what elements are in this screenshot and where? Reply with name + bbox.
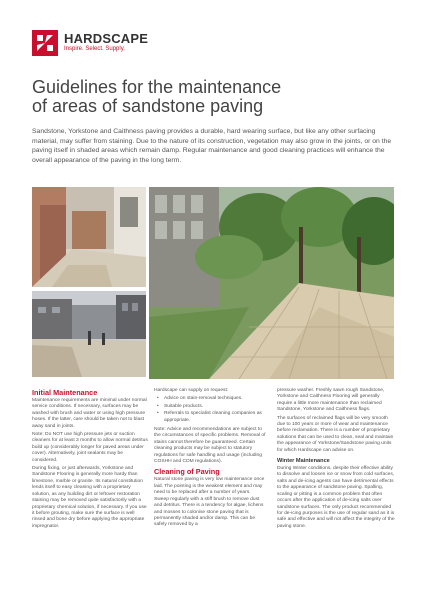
cleaning-continued-paragraph: pressure washer. Freshly sawn rough Sandstone, Yorkstone and Caithness Flooring will generally require a little more maintenance than reclaimed Sandstone, Yorkstone and Caithness flags. bbox=[277, 388, 385, 413]
heading-initial-maintenance: Initial Maintenance bbox=[32, 388, 98, 397]
reclaimed-flags-paragraph: The surfaces of reclaimed flags will be very smooth due to 100 years or more of wear and maintenance before reclamation. There is a number of proprietary solutions that can be used to clean, seal and maintain the appearance of Yorkstone/Sandstone paving units for which Hardscape can advise on. bbox=[277, 415, 394, 453]
initial-paragraph-3: During fixing, or just afterwards, Yorkstone and Sandstone Flooring is generally more hardy than limestone, marble or granite. Its natural constitution lends itself to easy cleaning with a proprietary solution, as any building dirt or leftover restoration staining may be removed quite satisfactorily with a proprietary chemical solution, if necessary. If you use it before grouting, make sure the surface is well rinsed and bone dry before applying the appropriate impregnator. bbox=[32, 466, 147, 529]
heading-cleaning-of-paving: Cleaning of Paving bbox=[154, 467, 220, 477]
supply-intro: Hardscape can supply on request: bbox=[154, 388, 229, 393]
column-2 bbox=[154, 388, 266, 531]
intro-paragraph: Sandstone, Yorkstone and Caithness paving provides a durable, hard wearing surface, but like any other surfacing material, may suffer from staining. Due to the nature of its construction, vegetation may also grow in the joints, or on the paving itself in shaded areas which remain damp. Regular maintenance and good cleaning practices will enhance the overall appearance of the paving in the long term. bbox=[32, 128, 392, 164]
list-item: • Referrals to specialist cleaning companies as appropriate. bbox=[154, 411, 266, 424]
supply-list bbox=[154, 396, 266, 424]
brand-header bbox=[32, 30, 232, 58]
photo-urban-plaza bbox=[32, 291, 146, 377]
page-title bbox=[32, 78, 392, 116]
hardscape-logo-icon bbox=[32, 30, 58, 56]
list-item: • Advice on stain-removal techniques. bbox=[154, 396, 266, 402]
initial-paragraph-2: Note: Do NOT use high pressure jets or suction cleaners for at least 3 months to allow normal detritus build up (considerably longer for paved areas under cover). Alternatively, joint sealants may be considered. bbox=[32, 432, 148, 463]
supply-note: Note: Advice and recommendations are subject to the circumstances of specific problems. Removal of stains cannot therefore be guaranteed. Certain cleaning products may be subject to statutory regulations for safe handling and usage (including COSHH and CDM regulations). bbox=[154, 427, 266, 465]
column-1 bbox=[32, 388, 148, 532]
page-title-line-1: Guidelines for the maintenance bbox=[32, 77, 282, 97]
initial-paragraph-1: Maintenance requirements are minimal under normal service conditions. If necessary, surfaces may be washed with brush and water or using high pressure hoses. If the latter, care should be taken not to blast away sand in joints. bbox=[32, 398, 147, 429]
winter-paragraph: During Winter conditions, despite their effective ability to dissolve and loosen ice or snow from cold surfaces, salts and de-icing agents can have detrimental effects to the appearance of sandstone paving. Spalling, scaling or pitting is a common problem that often occurs after the application of de-icing salts over sandstone surfaces. The only product recommended for de-icing purposes is the use of regular sand as it is safe and effective and will not affect the integrity of the paving stone. bbox=[277, 466, 395, 529]
list-item: • Suitable products. bbox=[154, 404, 266, 410]
photo-garden-path bbox=[149, 187, 394, 379]
cleaning-paragraph: Natural stone paving is very low maintenance once laid. The pointing is the weakest element and may need to be replaced after a number of years. Sweep regularly with a stiff brush to remove dust and detritus. There is a tendency for algae, lichens and mosses to colonise stone paving that is permanently shaded and/or damp. This can be safely removed by a bbox=[154, 477, 265, 528]
photo-house-entrance bbox=[32, 187, 146, 287]
brand-tagline: Inspire. Select. Supply. bbox=[64, 46, 125, 52]
page-title-line-2: of areas of sandstone paving bbox=[32, 96, 264, 116]
photo-collage bbox=[32, 187, 394, 379]
brand-name: HARDSCAPE bbox=[64, 31, 149, 46]
column-3 bbox=[277, 388, 395, 532]
heading-winter-maintenance: Winter Maintenance bbox=[277, 458, 330, 465]
